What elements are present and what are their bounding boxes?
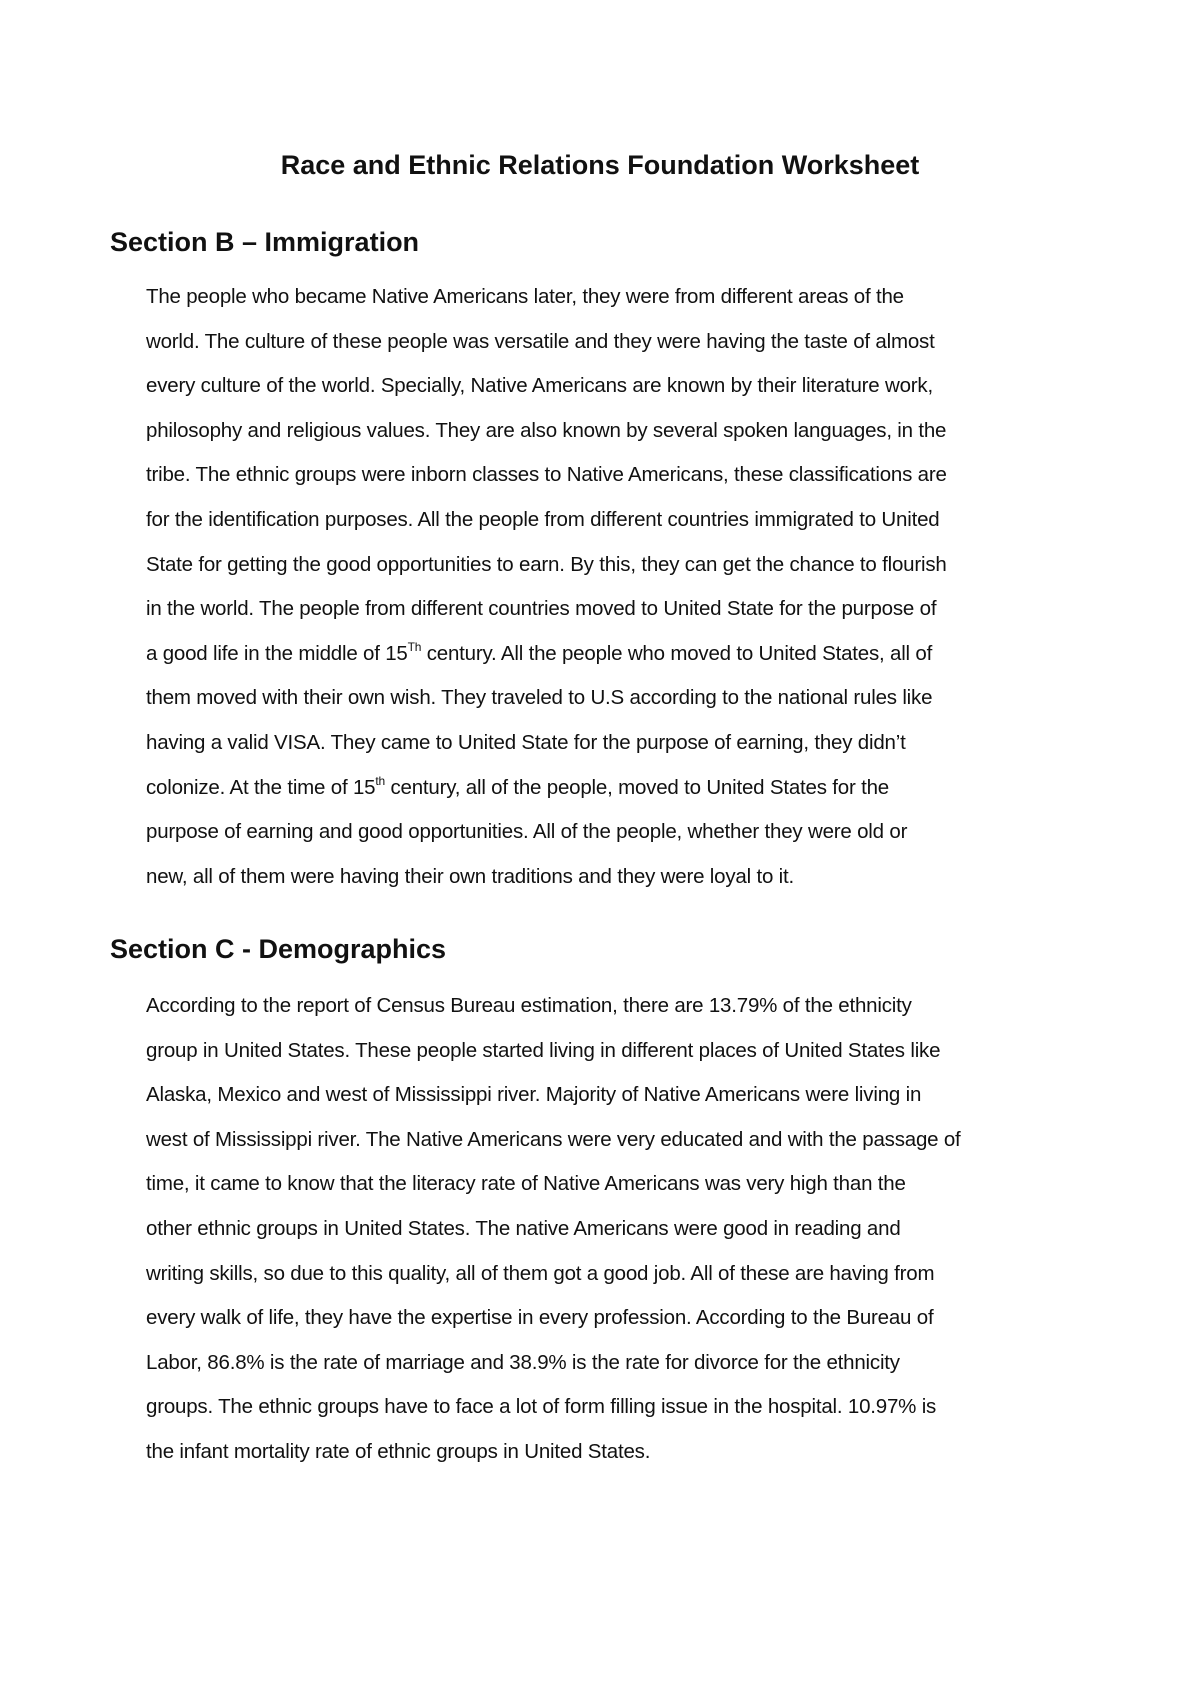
paragraph-line: the infant mortality rate of ethnic groups in United States. (146, 1439, 651, 1463)
paragraph-line: every culture of the world. Specially, Native Americans are known by their literature work, (146, 374, 933, 398)
line-text: century. All the people who moved to United States, all of (421, 641, 933, 665)
paragraph-line (146, 766, 1090, 811)
section-c-heading: Section C - Demographics (110, 934, 447, 964)
paragraph-line: for the identification purposes. All the people from different countries immigrated to United (146, 507, 940, 531)
paragraph-line: groups. The ethnic groups have to face a lot of form filling issue in the hospital. 10.97% is (146, 1395, 937, 1419)
paragraph-line: writing skills, so due to this quality, all of them got a good job. All of these are having from (146, 1261, 935, 1285)
line-text: a good life in the middle of 15 (146, 641, 408, 665)
paragraph-line: Alaska, Mexico and west of Mississippi river. Majority of Native Americans were living in (146, 1083, 922, 1107)
paragraph-line: State for getting the good opportunities to earn. By this, they can get the chance to flourish (146, 552, 947, 576)
paragraph-line: world. The culture of these people was versatile and they were having the taste of almost (146, 329, 935, 353)
paragraph-line: Labor, 86.8% is the rate of marriage and 38.9% is the rate for divorce for the ethnicity (146, 1350, 900, 1374)
paragraph-line: time, it came to know that the literacy rate of Native Americans was very high than the (146, 1172, 906, 1196)
paragraph-line: According to the report of Census Bureau estimation, there are 13.79% of the ethnicity (146, 994, 912, 1017)
paragraph-line: new, all of them were having their own traditions and they were loyal to it. (146, 864, 794, 888)
paragraph-line: purpose of earning and good opportunities. All of the people, whether they were old or (146, 820, 908, 844)
paragraph-line: The people who became Native Americans later, they were from different areas of the (146, 285, 904, 308)
paragraph-line: in the world. The people from different countries moved to United State for the purpose of (146, 597, 937, 621)
document-title: Race and Ethnic Relations Foundation Worksheet (280, 150, 920, 180)
paragraph-line (146, 632, 1090, 677)
paragraph-line: group in United States. These people started living in different places of United States like (146, 1038, 941, 1062)
paragraph-line: other ethnic groups in United States. The native Americans were good in reading and (146, 1216, 901, 1240)
paragraph-line: tribe. The ethnic groups were inborn classes to Native Americans, these classifications are (146, 463, 947, 487)
ordinal-superscript: Th (407, 639, 422, 654)
section-b-heading: Section B – Immigration (110, 227, 420, 257)
paragraph-line: philosophy and religious values. They are also known by several spoken languages, in the (146, 418, 947, 442)
section-b-paragraph (146, 275, 1090, 899)
paragraph-line: every walk of life, they have the expertise in every profession. According to the Bureau of (146, 1306, 934, 1330)
line-text: century, all of the people, moved to United States for the (384, 775, 890, 799)
paragraph-line: having a valid VISA. They came to United State for the purpose of earning, they didn’t (146, 730, 906, 754)
paragraph-line: them moved with their own wish. They traveled to U.S according to the national rules like (146, 686, 933, 710)
line-text: colonize. At the time of 15 (146, 775, 376, 799)
ordinal-superscript: th (375, 773, 385, 788)
section-c-paragraph (146, 984, 1090, 1475)
paragraph-line: west of Mississippi river. The Native Americans were very educated and with the passage of (146, 1127, 961, 1151)
